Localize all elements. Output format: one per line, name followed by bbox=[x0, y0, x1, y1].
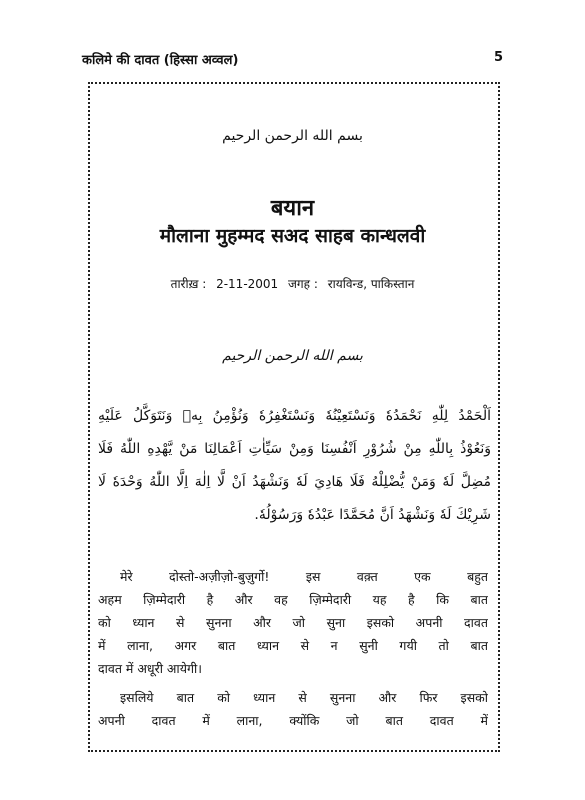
arabic-line: شَرِيْكَ لَهٗ وَنَشْهَدُ اَنَّ مُحَمَّدًا عَبْدُهٗ وَرَسُوْلُهٗ. bbox=[254, 507, 491, 523]
bismillah-heading: بسم الله الرحمن الرحيم bbox=[222, 128, 363, 144]
speaker-name: मौलाना मुहम्मद सअद साहब कान्धलवी bbox=[159, 225, 426, 247]
paragraph-line: मेरे दोस्तो-अज़ीज़ो-बुज़ुर्गो! इस वक़्त एक बहुत bbox=[120, 569, 488, 584]
paragraph-line: को ध्यान से सुनना और जो सुना इसको अपनी दावत bbox=[98, 615, 488, 630]
hindi-body-text bbox=[98, 565, 488, 732]
paragraph-line: इसलिये बात को ध्यान से सुनना और फिर इसको bbox=[120, 690, 488, 705]
running-header bbox=[82, 50, 503, 72]
page-number: 5 bbox=[493, 50, 503, 65]
paragraph-line: अपनी दावत में लाना, क्योंकि जो बात दावत में bbox=[98, 713, 488, 728]
arabic-khutba bbox=[98, 400, 491, 532]
paragraph-line: अहम ज़िम्मेदारी है और वह ज़िम्मेदारी यह है कि बात bbox=[98, 592, 488, 607]
date-label: तारीख़ : bbox=[170, 277, 207, 291]
arabic-line: اَلْحَمْدُ لِلّٰهِ نَحْمَدُهٗ وَنَسْتَعِيْنُهٗ وَنَسْتَغْفِرُهٗ وَنُؤْمِنُ بِهٖ وَنَتَوَكَّلُ عَلَيْهِ bbox=[98, 408, 491, 424]
arabic-line: وَنَعُوْذُ بِاللّٰهِ مِنْ شُرُوْرِ اَنْفُسِنَا وَمِنْ سَيِّاٰتِ اَعْمَالِنَا مَنْ يَّهْدِهِ اللّٰهُ فَلَا bbox=[98, 441, 491, 457]
date-value: 2-11-2001 bbox=[216, 277, 279, 291]
paragraph-line: दावत में अधूरी आयेगी। bbox=[98, 661, 202, 676]
place-value: रायविन्ड, पाकिस्तान bbox=[327, 277, 415, 291]
bayan-title: बयान bbox=[270, 196, 315, 221]
paragraph-line: में लाना, अगर बात ध्यान से न सुनी गयी तो बात bbox=[98, 638, 488, 653]
place-label: जगह : bbox=[288, 277, 318, 291]
date-place-line bbox=[0, 275, 585, 292]
bismillah-calligraphy: بسم الله الرحمن الرحيم bbox=[222, 348, 363, 364]
book-title: कलिमे की दावत (हिस्सा अव्वल) bbox=[82, 53, 239, 68]
arabic-line: مُضِلَّ لَهٗ وَمَنْ يُّضْلِلْهُ فَلَا هَادِيَ لَهٗ وَنَشْهَدُ اَنْ لَّا اِلٰهَ اِلَّا اللّٰهُ وَحْدَهٗ لَا bbox=[98, 474, 491, 490]
